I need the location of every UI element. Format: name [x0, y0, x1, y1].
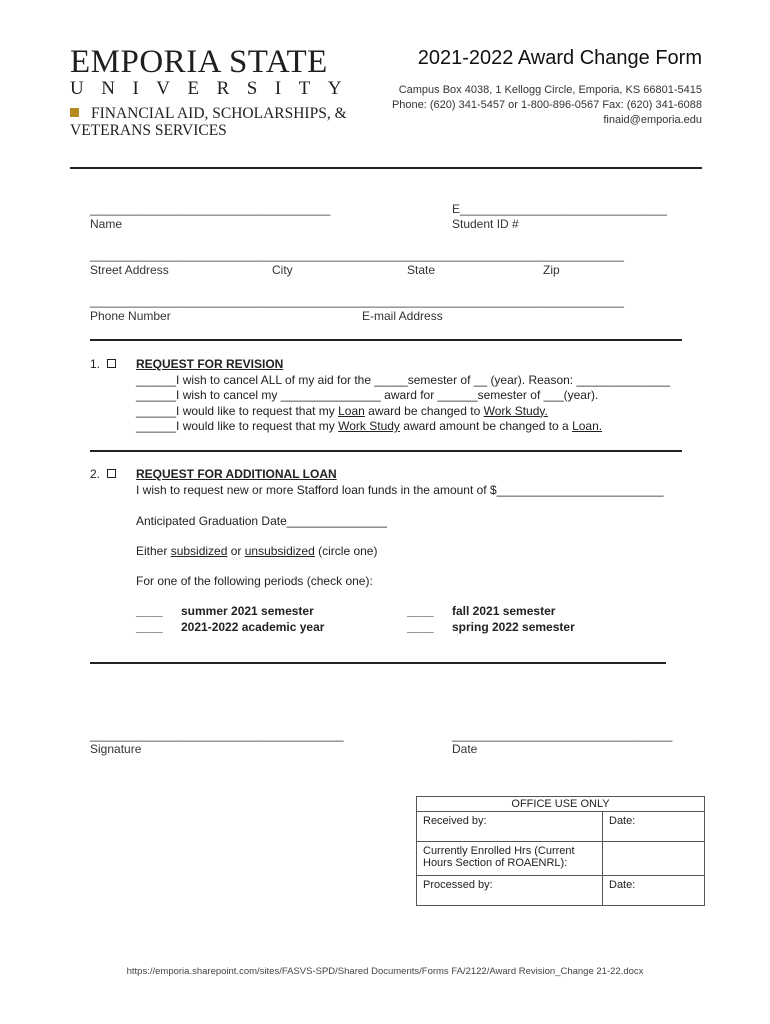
phone-label: Phone Number: [90, 309, 171, 323]
gold-square-icon: [70, 108, 79, 117]
student-id-field-line[interactable]: E_______________________________: [452, 202, 667, 216]
academic-year-option: 2021-2022 academic year: [181, 620, 325, 634]
academic-year-blank[interactable]: ____: [136, 620, 163, 634]
address-field-line[interactable]: ________________________________________________________________________________: [90, 248, 624, 262]
student-id-label: Student ID #: [452, 217, 519, 231]
revision-checkbox[interactable]: [107, 359, 116, 368]
enrolled-hours-cell: [603, 842, 705, 876]
department-text: FINANCIAL AID, SCHOLARSHIPS, &: [91, 105, 347, 122]
section2-body: [136, 467, 664, 498]
city-label: City: [272, 263, 293, 277]
enrolled-hours-label: Currently Enrolled Hrs (Current Hours Section of ROAENRL):: [417, 842, 603, 876]
email-label: E-mail Address: [362, 309, 443, 323]
name-label: Name: [90, 217, 123, 231]
logo-line-university-name: EMPORIA STATE: [70, 44, 328, 80]
summer-2021-blank[interactable]: ____: [136, 604, 163, 618]
phone-email-field-line[interactable]: ________________________________________________________________________________: [90, 294, 624, 308]
contact-info: [392, 83, 702, 128]
logo-line-department-2: VETERANS SERVICES: [70, 122, 227, 139]
fall-2021-option: fall 2021 semester: [452, 604, 556, 618]
loan-to-workstudy-line[interactable]: ______I would like to request that my Loan award be changed to Work Study.: [136, 403, 548, 418]
received-by-label: Received by:: [417, 812, 603, 842]
contact-address: Campus Box 4038, 1 Kellogg Circle, Emporia, KS 66801-5415: [398, 84, 702, 96]
section-divider-1: [90, 339, 682, 341]
office-use-title: OFFICE USE ONLY: [417, 797, 705, 812]
state-label: State: [407, 263, 436, 277]
section2-number: 2.: [90, 467, 116, 483]
logo-line-university: UNIVERSITY: [70, 78, 359, 99]
additional-loan-checkbox[interactable]: [107, 469, 116, 478]
spring-2022-option: spring 2022 semester: [452, 620, 575, 634]
section1-number: 1.: [90, 357, 116, 373]
section1-heading: REQUEST FOR REVISION: [136, 357, 284, 371]
signature-field-line[interactable]: ______________________________________: [90, 728, 344, 742]
date-label: Date: [452, 742, 478, 756]
header-divider: [70, 167, 702, 169]
logo-line-department: [70, 105, 347, 123]
section1-body: [136, 357, 670, 435]
cancel-all-line[interactable]: ______I wish to cancel ALL of my aid for the _____semester of __ (year). Reason: ______________: [136, 372, 670, 387]
processed-by-label: Processed by:: [417, 876, 603, 906]
fall-2021-blank[interactable]: ____: [407, 604, 434, 618]
form-title: 2021-2022 Award Change Form: [417, 47, 702, 69]
section2-heading: REQUEST FOR ADDITIONAL LOAN: [136, 467, 337, 481]
loan-amount-line[interactable]: I wish to request new or more Stafford loan funds in the amount of $_________________________: [136, 482, 664, 497]
spring-2022-blank[interactable]: ____: [407, 620, 434, 634]
summer-2021-option: summer 2021 semester: [181, 604, 314, 618]
periods-instruction: For one of the following periods (check one):: [136, 574, 373, 588]
section-divider-2: [90, 450, 682, 452]
section-divider-3: [90, 662, 666, 664]
graduation-date-line[interactable]: Anticipated Graduation Date_______________: [136, 514, 387, 528]
signature-label: Signature: [90, 742, 142, 756]
cancel-award-line[interactable]: ______I wish to cancel my _______________ award for ______semester of ___(year).: [136, 388, 599, 402]
footer-document-path: https://emporia.sharepoint.com/sites/FASVS-SPD/Shared Documents/Forms FA/2122/Award Revision_Change 21-22.docx: [126, 966, 644, 977]
contact-email: finaid@emporia.edu: [603, 114, 702, 126]
office-use-table: [416, 796, 705, 906]
contact-phone: Phone: (620) 341-5457 or 1-800-896-0567 Fax: (620) 341-6088: [391, 99, 702, 111]
name-field-line[interactable]: ____________________________________: [90, 202, 331, 216]
street-label: Street Address: [90, 263, 169, 277]
date-field-line[interactable]: _________________________________: [452, 728, 673, 742]
workstudy-to-loan-line[interactable]: ______I would like to request that my Work Study award amount be changed to a Loan.: [136, 419, 603, 433]
processed-date-label: Date:: [603, 876, 705, 906]
zip-label: Zip: [543, 263, 560, 277]
received-date-label: Date:: [603, 812, 705, 842]
subsidized-choice-line[interactable]: Either subsidized or unsubsidized (circle one): [136, 544, 378, 558]
